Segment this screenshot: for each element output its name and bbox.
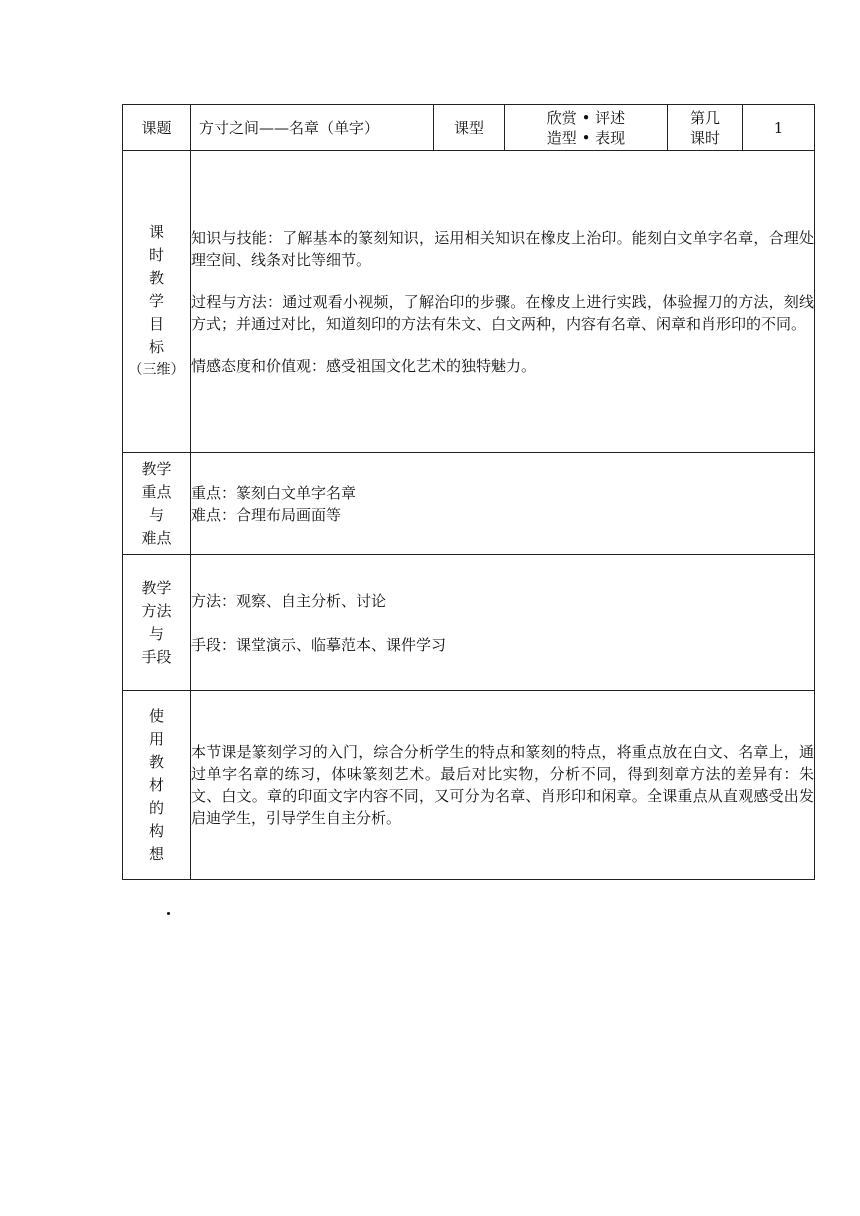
lesson-plan-table bbox=[122, 104, 815, 880]
key-point-line: 重点：篆刻白文单字名章 bbox=[191, 483, 357, 502]
type-line-1: 欣赏 • 评述 bbox=[546, 108, 626, 127]
type-line-2: 造型 • 表现 bbox=[546, 128, 626, 147]
bullet-dot bbox=[167, 912, 170, 915]
objective-knowledge: 知识与技能：了解基本的篆刻知识，运用相关知识在橡皮上治印。能刻白文单字名章，合理处理空间、线条对比等细节。 bbox=[191, 228, 814, 269]
period-label-line-2: 课时 bbox=[689, 128, 720, 147]
type-label: 课型 bbox=[434, 105, 505, 151]
materials-label-char: 构 bbox=[148, 821, 164, 840]
period-label-line-1: 第几 bbox=[689, 108, 720, 127]
topic-value: 方寸之间——名章（单字） bbox=[191, 105, 434, 151]
methods-label bbox=[123, 555, 191, 691]
objectives-row bbox=[123, 151, 815, 453]
objectives-label-char: 目 bbox=[148, 315, 164, 333]
header-row bbox=[123, 105, 815, 151]
materials-label-char: 教 bbox=[148, 752, 164, 771]
key-points-label bbox=[123, 453, 191, 555]
materials-label-char: 想 bbox=[148, 844, 164, 863]
topic-label: 课题 bbox=[123, 105, 191, 151]
key-points-label-char: 与 bbox=[148, 505, 164, 524]
methods-row bbox=[123, 555, 815, 691]
type-value bbox=[505, 105, 668, 151]
method-line: 方法：观察、自主分析、讨论 bbox=[191, 591, 387, 610]
objectives-content bbox=[191, 151, 815, 453]
methods-content bbox=[191, 555, 815, 691]
materials-label bbox=[123, 691, 191, 880]
key-points-label-char: 教学 bbox=[141, 459, 172, 478]
objectives-label bbox=[123, 151, 191, 453]
key-points-label-char: 难点 bbox=[141, 528, 172, 547]
materials-label-char: 的 bbox=[148, 798, 164, 817]
objectives-label-char: 课 bbox=[148, 223, 164, 241]
materials-content: 本节课是篆刻学习的入门，综合分析学生的特点和篆刻的特点，将重点放在白文、名章上，通过单字名章的练习，体味篆刻艺术。最后对比实物，分析不同，得到刻章方法的差异有：朱文、白文。章的印面文字内容不同，又可分为名章、肖形印和闲章。全课重点从直观感受出发启迪学生，引导学生自主分析。 bbox=[191, 691, 815, 880]
materials-label-char: 材 bbox=[148, 775, 164, 794]
objective-process: 过程与方法：通过观看小视频，了解治印的步骤。在橡皮上进行实践，体验握刀的方法，刻线方式；并通过对比，知道刻印的方法有朱文、白文两种，内容有名章、闲章和肖形印的不同。 bbox=[191, 292, 814, 333]
materials-row bbox=[123, 691, 815, 880]
key-points-label-char: 重点 bbox=[141, 482, 172, 501]
methods-label-char: 教学 bbox=[141, 578, 172, 597]
methods-label-char: 方法 bbox=[141, 601, 172, 620]
means-line: 手段：课堂演示、临摹范本、课件学习 bbox=[191, 635, 447, 654]
period-label bbox=[668, 105, 743, 151]
period-value: 1 bbox=[743, 105, 815, 151]
objective-attitude: 情感态度和价值观：感受祖国文化艺术的独特魅力。 bbox=[191, 356, 537, 375]
key-points-content bbox=[191, 453, 815, 555]
key-points-row bbox=[123, 453, 815, 555]
objectives-label-char: 教 bbox=[148, 269, 164, 287]
materials-label-char: 用 bbox=[148, 729, 164, 748]
materials-label-char: 使 bbox=[148, 706, 164, 725]
methods-label-char: 与 bbox=[148, 624, 164, 643]
objectives-label-char: 学 bbox=[148, 292, 164, 310]
objectives-label-char: 标 bbox=[148, 338, 164, 356]
methods-label-char: 手段 bbox=[141, 647, 172, 666]
difficulty-line: 难点：合理布局画面等 bbox=[191, 505, 342, 524]
objectives-label-char: （三维） bbox=[128, 362, 185, 378]
objectives-label-char: 时 bbox=[148, 246, 164, 264]
